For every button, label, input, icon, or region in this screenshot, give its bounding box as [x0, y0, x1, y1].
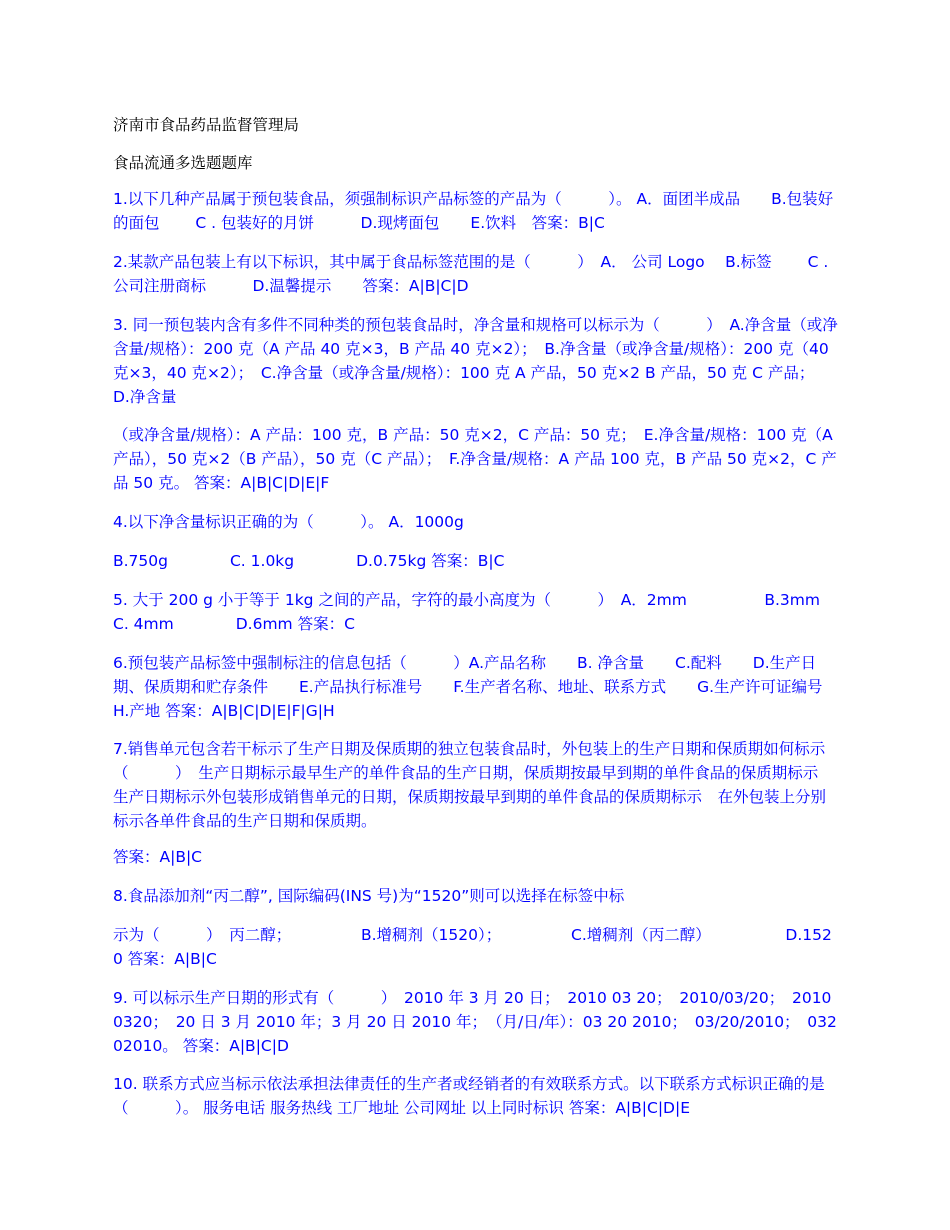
question-7: 7.销售单元包含若干标示了生产日期及保质期的独立包装食品时，外包装上的生产日期和保质期如何标示（ ） 生产日期标示最早生产的单件食品的生产日期，保质期按最早到期的单件食品的保质期标示 生产日期标示外包装形成销售单元的日期，保质期按最早到期的单件食品的保质期标示 在外包装上分别标示各单件食品的生产日期和保质期。: [113, 740, 834, 830]
question-8-options: 示为（ ） 丙二醇； B.增稠剂（1520）； C.增稠剂（丙二醇） D.1520 答案：A|B|C: [113, 926, 832, 968]
question-4-options: B.750g C. 1.0kg D.0.75kg 答案：B|C: [113, 552, 505, 570]
question-7-answer: 答案：A|B|C: [113, 848, 203, 866]
question-8: 8.食品添加剂“丙二醇”, 国际编码(INS 号)为“1520”则可以选择在标签中标: [113, 887, 625, 905]
question-6: 6.预包装产品标签中强制标注的信息包括（ ）A.产品名称 B. 净含量 C.配料 D.生产日期、保质期和贮存条件 E.产品执行标准号 F.生产者名称、地址、联系方式 G.生产许可证编号 H.产地 答案：A|B|C|D|E|F|G|H: [113, 654, 854, 720]
question-3-continued: （或净含量/规格）：A 产品：100 克，B 产品：50 克×2，C 产品：50 克； E.净含量/规格：100 克（A 产品），50 克×2（B 产品），50 克（C 产品）； F.净含量/规格：A 产品 100 克，B 产品 50 克×2，C 产品 50 克。 答案：A|B|C|D|E|F: [113, 426, 837, 492]
question-2: 2.某款产品包装上有以下标识，其中属于食品标签范围的是（ ） A． 公司 Logo B.标签 C . 公司注册商标 D.温馨提示 答案：A|B|C|D: [113, 253, 829, 295]
org-name: 济南市食品药品监督管理局: [113, 116, 300, 134]
question-4: 4.以下净含量标识正确的为（ ）。 A．1000g: [113, 513, 464, 531]
question-3: 3. 同一预包装内含有多件不同种类的预包装食品时，净含量和规格可以标示为（ ） A.净含量（或净含量/规格）：200 克（A 产品 40 克×3，B 产品 40 克×2）； B.净含量（或净含量/规格）：200 克（40 克×3，40 克×2）； C.净含量（或净含量/规格）：100 克 A 产品，50 克×2 B 产品，50 克 C 产品； D.净含量: [113, 316, 838, 406]
question-9: 9. 可以标示生产日期的形式有（ ） 2010 年 3 月 20 日； 2010 03 20； 2010/03/20； 20100320； 20 日 3 月 2010 年；3 月 20 日 2010 年； （月/日/年）：03 20 2010； 03/20/2010； 03202010。 答案：A|B|C|D: [113, 989, 837, 1055]
question-bank-title: 食品流通多选题题库: [113, 154, 253, 172]
question-1: 1.以下几种产品属于预包装食品，须强制标识产品标签的产品为（ ）。 A．面团半成品 B.包装好的面包 C . 包装好的月饼 D.现烤面包 E.饮料 答案：B|C: [113, 190, 834, 232]
question-5: 5. 大于 200 g 小于等于 1kg 之间的产品，字符的最小高度为（ ） A．2mm B.3mm C. 4mm D.6mm 答案：C: [113, 591, 887, 633]
question-10: 10. 联系方式应当标示依法承担法律责任的生产者或经销者的有效联系方式。以下联系方式标识正确的是（ ）。 服务电话 服务热线 工厂地址 公司网址 以上同时标识 答案：A|B|C|D|E: [113, 1075, 825, 1117]
